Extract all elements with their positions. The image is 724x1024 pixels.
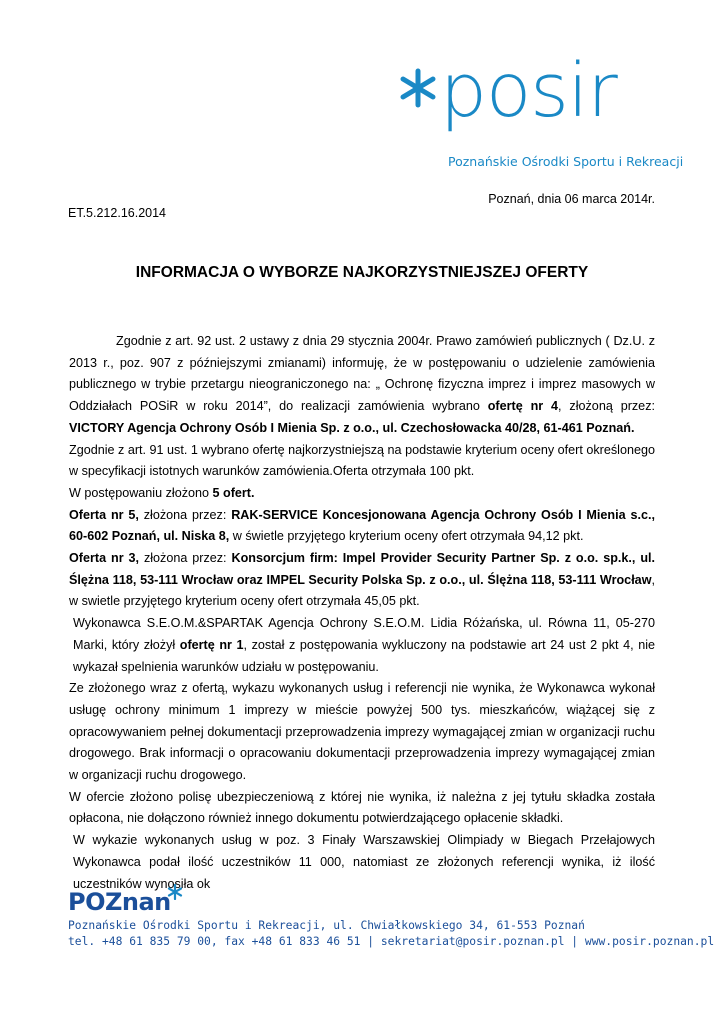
text-bold: ofertę nr 4 <box>487 399 559 414</box>
footer-address <box>68 918 714 950</box>
paragraph-offer-5 <box>69 505 655 548</box>
footer-address-line: Poznańskie Ośrodki Sportu i Rekreacji, ul. Chwiałkowskiego 34, 61-553 Poznań <box>68 919 585 932</box>
text-segment: , złożoną przez: <box>558 399 655 414</box>
paragraph-selection <box>69 331 655 440</box>
winner-name: VICTORY Agencja Ochrony Osób I Mienia Sp. z o.o., ul. Czechosłowacka 40/28, 61-461 Poznań. <box>69 420 635 435</box>
text-segment: złożona przez: <box>139 551 232 566</box>
document-title: INFORMACJA O WYBORZE NAJKORZYSTNIEJSZEJ OFERTY <box>135 264 589 281</box>
text-segment: Zgodnie z art. 92 ust. 2 ustawy z dnia 29 stycznia 2004r. Prawo zamówień publicznych ( Dz.U. z 2013 r., poz. 907 z późniejszymi zmianami) informuję, że w postępowaniu o udzielenie zamówienia publicznego w trybie przetargu nieograniczonego na: „ Ochronę fizyczna imprez i imprez masowych w Oddziałach POSiR w roku 2014”, do realizacji zamówienia wybrano <box>69 334 655 414</box>
asterisk-icon <box>167 884 183 900</box>
bidder-name: RAK-SERVICE Koncesjonowana Agencja Ochrony Osób I Mienia s.c., 60-602 Poznań, ul. Niska 8, <box>69 507 655 544</box>
text-segment: , w swietle przyjętego kryterium oceny ofert otrzymała 45,05 pkt. <box>69 572 655 609</box>
poznan-logo <box>68 884 188 920</box>
paragraph-reason-3: W wykazie wykonanych usług w poz. 3 Finały Warszawskiej Olimpiady w Biegach Przełajowych Wykonawca podał ilość uczestników 11 000, natomiast ze złożonych referencji wynika, iż ilość uczestników wynosiła ok <box>73 833 655 891</box>
text-segment: Wykonawca S.E.O.M.&SPARTAK Agencja Ochrony S.E.O.M. Lidia Różańska, ul. Równa 11, 05-270 Marki, który złożył <box>73 616 655 652</box>
paragraph-exclusion <box>69 613 655 678</box>
logo-subtitle: Poznańskie Ośrodki Sportu i Rekreacji <box>448 154 684 169</box>
text-bold: ofertę nr 1 <box>179 637 244 652</box>
asterisk-icon <box>398 68 438 108</box>
posir-logo <box>398 48 684 174</box>
paragraph-reason-2: W ofercie złożono polisę ubezpieczeniową z której nie wynika, iż należna z jej tytułu składka została opłacona, nie dołączono również innego dokumentu potwierdzającego opłacenie składki. <box>69 789 655 826</box>
paragraph-offer-3 <box>69 548 655 613</box>
offer-label: Oferta nr 3, <box>69 551 140 566</box>
paragraph-offer-count <box>69 483 655 505</box>
bidder-name: Konsorcjum firm: Impel Provider Security Partner Sp. z o.o. sp.k., ul. Ślężna 118, 53-111 Wrocław oraz IMPEL Security Polska Sp. z o.o., ul. Ślężna 118, 53-111 Wrocław <box>69 551 656 587</box>
document-date: Poznań, dnia 06 marca 2014r. <box>488 192 655 206</box>
footer-contact-line: tel. +48 61 835 79 00, fax +48 61 833 46 51 | sekretariat@posir.poznan.pl | www.posir.poznan.pl <box>68 935 715 948</box>
text-segment: w świetle przyjętego kryterium oceny ofert otrzymała 94,12 pkt. <box>229 529 584 544</box>
offer-count: 5 ofert. <box>212 485 255 500</box>
paragraph-criteria: Zgodnie z art. 91 ust. 1 wybrano ofertę najkorzystniejszą na podstawie kryterium oceny ofert określonego w specyfikacji istotnych warunków zamówienia.Oferta otrzymała 100 pkt. <box>69 442 655 479</box>
text-segment: złożona przez: <box>138 507 232 522</box>
text-segment: , został z postępowania wykluczony na podstawie art 24 ust 2 pkt 4, nie wykazał spelnienia warunków udziału w postępowaniu. <box>73 637 655 674</box>
paragraph-reason-1: Ze złożonego wraz z ofertą, wykazu wykonanych usług i referencji nie wynika, że Wykonawca wykonał usługę ochrony minimum 1 imprezy w mieście powyżej 500 tys. mieszkańców, wiążącej się z opracowywaniem pełnej dokumentacji przeprowadzenia imprezy wymagającej zmian w organizacji ruchu drogowego. Brak informacji o opracowaniu dokumentacji przeprowadzenia imprezy wymagającej zmian w organizacji ruchu drogowego. <box>69 681 655 783</box>
logo-wordmark: posir <box>440 48 617 134</box>
offer-label: Oferta nr 5, <box>69 507 139 522</box>
document-body <box>69 331 655 895</box>
text-segment: W postępowaniu złożono <box>69 485 213 500</box>
poznan-wordmark: POZnan <box>68 888 171 916</box>
reference-number: ET.5.212.16.2014 <box>68 206 166 220</box>
